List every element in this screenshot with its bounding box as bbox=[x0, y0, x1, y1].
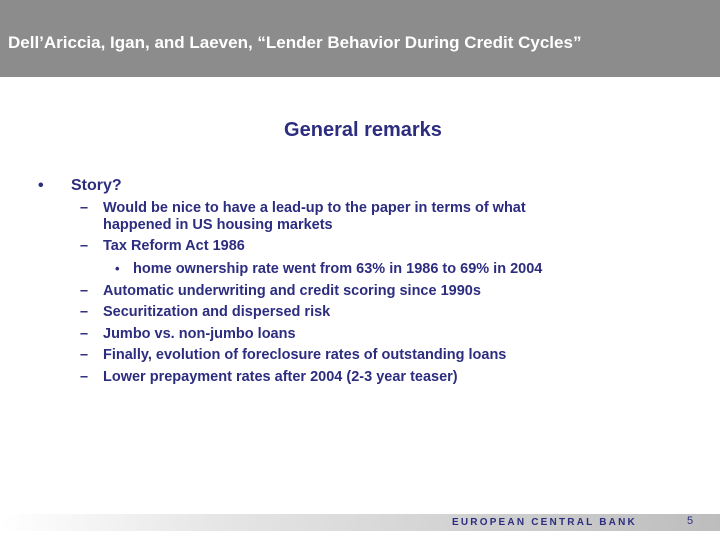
dot-marker: • bbox=[115, 261, 120, 276]
subitem-underwriting: Automatic underwriting and credit scoring since 1990s bbox=[103, 283, 481, 299]
slide-title: General remarks bbox=[284, 119, 442, 141]
subitem-tax-reform: Tax Reform Act 1986 bbox=[103, 238, 245, 254]
subitem-prepayment: Lower prepayment rates after 2004 (2-3 year teaser) bbox=[103, 369, 458, 385]
subitem-jumbo: Jumbo vs. non-jumbo loans bbox=[103, 326, 296, 342]
dash-marker: – bbox=[80, 304, 89, 320]
dash-marker: – bbox=[80, 369, 89, 385]
page-number: 5 bbox=[687, 515, 694, 527]
subitem-leadup-line1: Would be nice to have a lead-up to the paper in terms of what bbox=[103, 200, 526, 216]
subitem-foreclosure: Finally, evolution of foreclosure rates of outstanding loans bbox=[103, 347, 507, 363]
dash-marker: – bbox=[80, 326, 89, 342]
dash-marker: – bbox=[80, 347, 89, 363]
dash-marker: – bbox=[80, 283, 89, 299]
subitem-securitization: Securitization and dispersed risk bbox=[103, 304, 331, 320]
subitem-leadup-line2: happened in US housing markets bbox=[103, 217, 333, 233]
ecb-logo-text: EUROPEAN CENTRAL BANK bbox=[452, 517, 637, 528]
subitem-home-ownership: home ownership rate went from 63% in 1986 to 69% in 2004 bbox=[133, 261, 543, 277]
bullet-marker: • bbox=[38, 177, 44, 194]
header-bar bbox=[0, 0, 720, 77]
dash-marker: – bbox=[80, 200, 89, 216]
dash-marker: – bbox=[80, 238, 89, 254]
header-title: Dell’Ariccia, Igan, and Laeven, “Lender Behavior During Credit Cycles” bbox=[8, 33, 582, 52]
bullet-story: Story? bbox=[71, 177, 122, 194]
